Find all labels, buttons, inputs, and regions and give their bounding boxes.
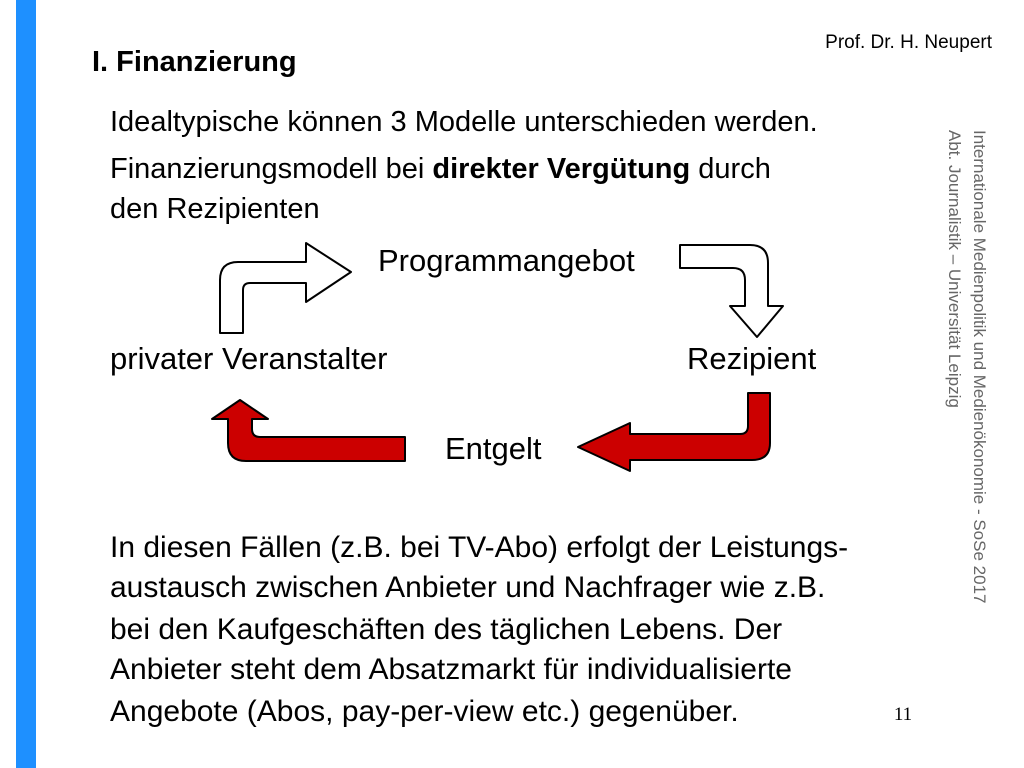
author-name: Prof. Dr. H. Neupert (825, 32, 992, 53)
body-line-4: Anbieter steht dem Absatzmarkt für individualisierte (110, 653, 792, 686)
body-line-1: In diesen Fällen (z.B. bei TV-Abo) erfolgt der Leistungs- (110, 531, 849, 564)
section-title: I. Finanzierung (92, 46, 297, 78)
model-heading-suffix: durch (690, 153, 771, 185)
body-line-5: Angebote (Abos, pay-per-view etc.) gegenüber. (110, 695, 739, 728)
body-line-3: bei den Kaufgeschäften des täglichen Lebens. Der (110, 613, 783, 646)
label-programmangebot: Programmangebot (378, 243, 635, 278)
bent-arrow-up-right-icon (220, 243, 351, 333)
model-heading-prefix: Finanzierungsmodell bei (110, 153, 433, 185)
bent-arrow-left-up-red-icon (212, 400, 405, 461)
vertical-footer-line1: Internationale Medienpolitik und Medienökonomie - SoSe 2017 (970, 130, 989, 604)
vertical-footer-line2: Abt. Journalistik – Universität Leipzig (945, 130, 964, 408)
model-heading-line2: den Rezipienten (110, 193, 320, 225)
page-number: 11 (893, 704, 913, 725)
vertical-footer (942, 130, 992, 610)
bent-arrow-down-left-red-icon (578, 393, 770, 471)
label-entgelt: Entgelt (445, 431, 542, 466)
model-heading-bold: direkter Vergütung (432, 153, 691, 185)
bent-arrow-right-down-icon (680, 245, 783, 337)
label-rezipient: Rezipient (687, 341, 817, 376)
intro-text: Idealtypische können 3 Modelle unterschieden werden. (110, 106, 818, 138)
body-line-2: austausch zwischen Anbieter und Nachfrager wie z.B. (110, 571, 826, 604)
label-privater-veranstalter: privater Veranstalter (110, 341, 388, 376)
